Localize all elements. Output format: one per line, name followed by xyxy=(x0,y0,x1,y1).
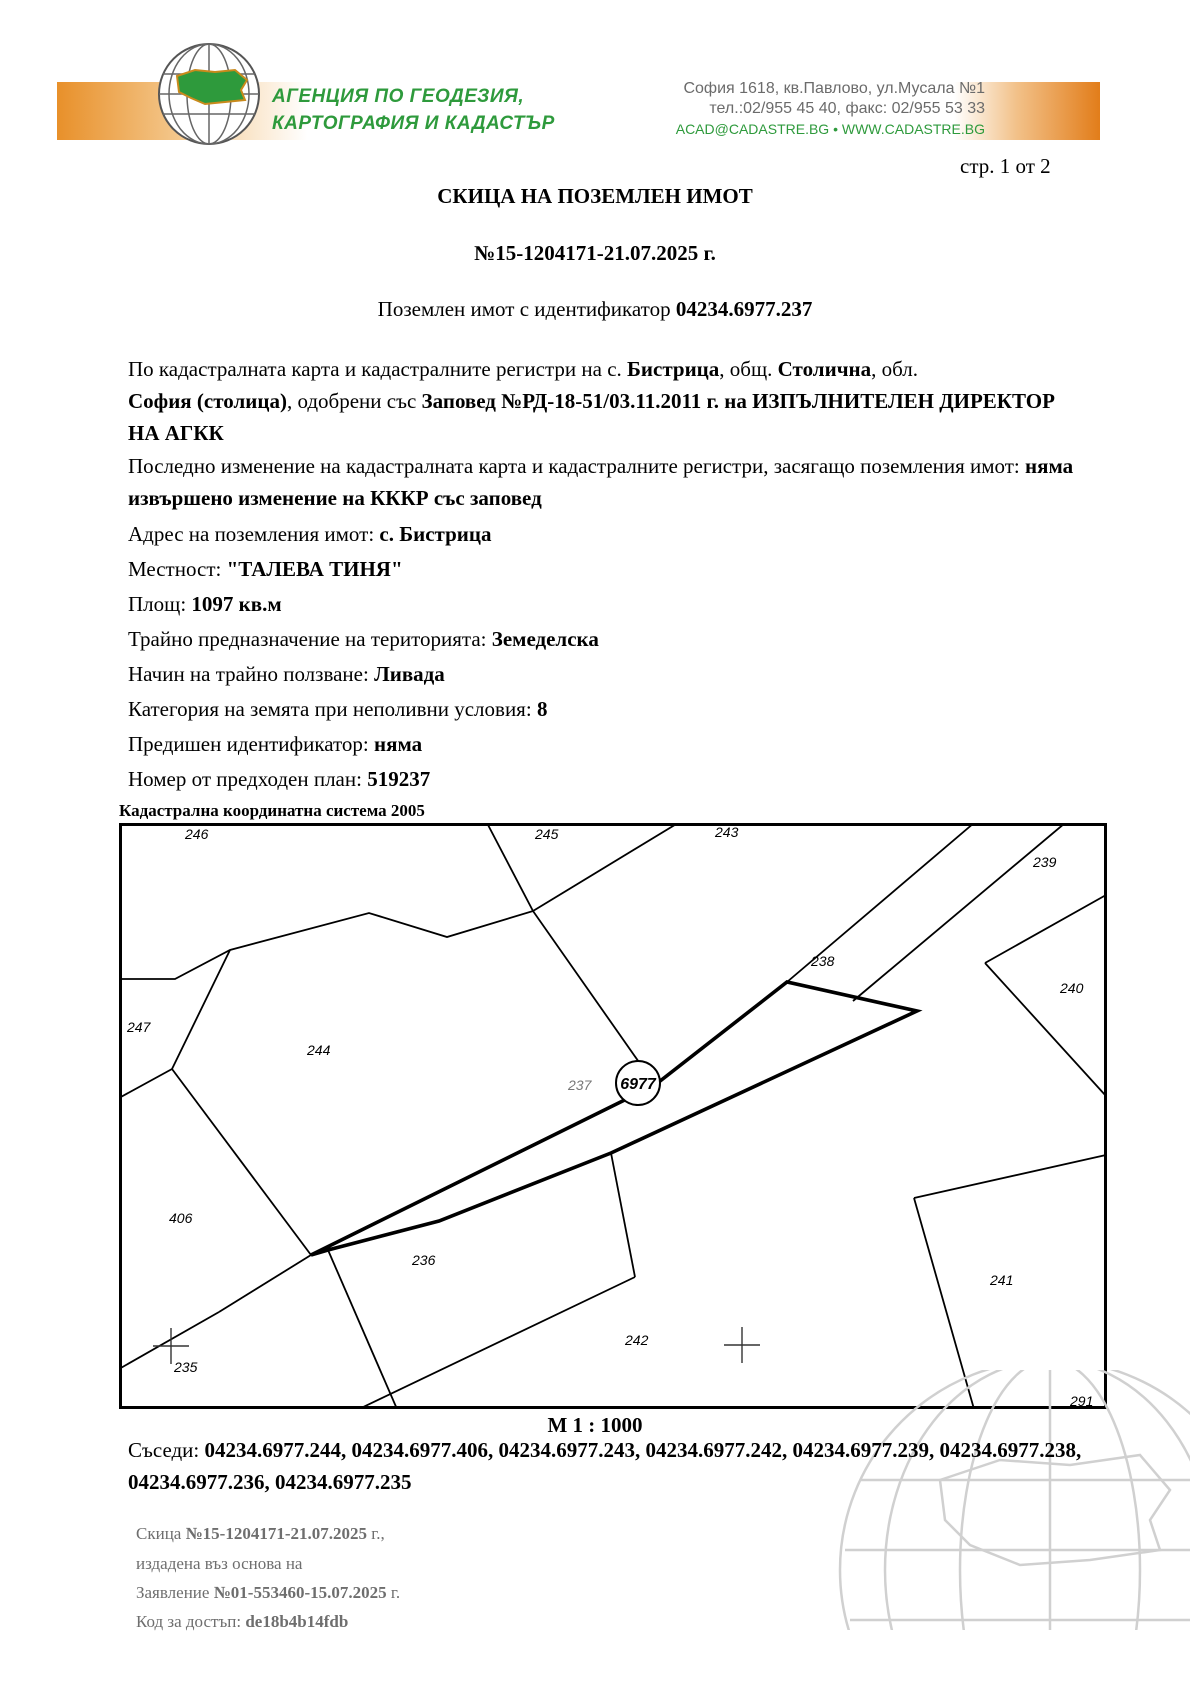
field-label: Адрес на поземления имот: xyxy=(128,522,380,546)
last-change-label: Последно изменение на кадастралната карта и кадастралните регистри, засягащо поземления имот: xyxy=(128,454,1025,478)
footer-sketch-number xyxy=(136,1524,385,1544)
parcel-label-246: 246 xyxy=(185,826,209,842)
footer-text: г., xyxy=(367,1524,385,1543)
field-purpose xyxy=(128,622,1088,657)
intro-text: , обл. xyxy=(871,357,919,381)
document-title: СКИЦА НА ПОЗЕМЛЕН ИМОТ xyxy=(437,184,753,208)
agency-address: София 1618, кв.Павлово, ул.Мусала №1 xyxy=(683,80,985,97)
field-previous-id xyxy=(128,727,1088,762)
intro-paragraph xyxy=(128,353,1088,449)
neighbors-list: 04234.6977.244, 04234.6977.406, 04234.6977.243, 04234.6977.242, 04234.6977.239, 04234.6977.238, 04234.6977.236, 04234.6977.235 xyxy=(128,1438,1082,1494)
neighbors-label: Съседи: xyxy=(128,1438,205,1462)
parcel-label-239: 239 xyxy=(1033,854,1057,870)
page-number: стр. 1 от 2 xyxy=(960,154,1051,178)
parcel-label-243: 243 xyxy=(715,824,739,840)
map-coordinate-system: Кадастрална координатна система 2005 xyxy=(119,801,425,820)
agency-name-line2: КАРТОГРАФИЯ И КАДАСТЪР xyxy=(272,113,555,134)
field-label: Площ: xyxy=(128,592,192,616)
neighbors-paragraph xyxy=(128,1434,1088,1498)
intro-text: По кадастралната карта и кадастралните регистри на с. xyxy=(128,357,628,381)
footer-value: №01-553460-15.07.2025 xyxy=(213,1583,387,1602)
field-value: "ТАЛЕВА ТИНЯ" xyxy=(226,557,403,581)
footer-text: Код за достъп: xyxy=(136,1612,246,1631)
parcel-label-236: 236 xyxy=(412,1252,436,1268)
field-label: Местност: xyxy=(128,557,227,581)
footer-text: Скица xyxy=(136,1524,186,1543)
parcel-label-245: 245 xyxy=(535,826,559,842)
parcel-label-235: 235 xyxy=(174,1359,198,1375)
field-label: Номер от предходен план: xyxy=(128,767,368,791)
block-number: 6977 xyxy=(620,1076,656,1093)
field-category xyxy=(128,692,1088,727)
village-name: Бистрица xyxy=(627,357,720,381)
field-label: Трайно предназначение на територията: xyxy=(128,627,492,651)
field-label: Предишен идентификатор: xyxy=(128,732,375,756)
map-scale: М 1 : 1000 xyxy=(547,1413,643,1437)
footer-text: г. xyxy=(386,1583,401,1602)
parcel-label-238: 238 xyxy=(811,953,835,969)
parcel-label-240: 240 xyxy=(1060,980,1084,996)
parcel-label-247: 247 xyxy=(127,1019,151,1035)
field-usage xyxy=(128,657,1088,692)
field-address xyxy=(128,517,1088,552)
field-area xyxy=(128,587,1088,622)
identifier-line xyxy=(0,297,1190,322)
field-locality xyxy=(128,552,1088,587)
agency-web: ACAD@CADASTRE.BG • WWW.CADASTRE.BG xyxy=(675,121,985,137)
identifier-value: 04234.6977.237 xyxy=(675,297,813,321)
field-value: с. Бистрица xyxy=(379,522,492,546)
footer-value: de18b4b14fdb xyxy=(245,1612,349,1631)
region-name: София (столица) xyxy=(128,389,287,413)
parcel-label-406: 406 xyxy=(169,1210,193,1226)
field-previous-plan xyxy=(128,762,1088,797)
field-value: 8 xyxy=(536,697,548,721)
field-label: Начин на трайно ползване: xyxy=(128,662,375,686)
cadastral-map xyxy=(119,823,1107,1409)
municipality-name: Столична xyxy=(777,357,872,381)
agency-logo-globe xyxy=(155,40,263,148)
parcel-label-241: 241 xyxy=(990,1272,1014,1288)
property-fields xyxy=(128,517,1088,797)
footer-text: Заявление xyxy=(136,1583,214,1602)
last-change-value: няма извършено изменение на КККР със заповед xyxy=(128,454,1074,510)
footer-application xyxy=(136,1583,400,1603)
footer-issued-based-on: издадена въз основа на xyxy=(136,1554,303,1573)
field-value: Ливада xyxy=(374,662,445,686)
agency-phone: тел.:02/955 45 40, факс: 02/955 53 33 xyxy=(709,100,985,117)
globe-watermark-icon xyxy=(820,1370,1190,1630)
parcel-label-244: 244 xyxy=(307,1042,331,1058)
identifier-label: Поземлен имот с идентификатор xyxy=(377,297,676,321)
parcel-label-242: 242 xyxy=(625,1332,649,1348)
parcel-label-237: 237 xyxy=(568,1077,592,1093)
footer-access-code xyxy=(136,1612,348,1632)
document-number: №15-1204171-21.07.2025 г. xyxy=(474,241,716,265)
field-value: няма xyxy=(374,732,423,756)
parcel-label-291: 291 xyxy=(1070,1393,1094,1409)
intro-text: , общ. xyxy=(719,357,778,381)
field-label: Категория на земята при неполивни условия: xyxy=(128,697,537,721)
field-value: Земеделска xyxy=(491,627,599,651)
approval-order: Заповед №РД-18-51/03.11.2011 г. на ИЗПЪЛНИТЕЛЕН ДИРЕКТОР НА АГКК xyxy=(128,389,1055,445)
last-change-paragraph xyxy=(128,450,1088,514)
agency-name-line1: АГЕНЦИЯ ПО ГЕОДЕЗИЯ, xyxy=(272,86,525,107)
footer-value: №15-1204171-21.07.2025 xyxy=(185,1524,367,1543)
field-value: 519237 xyxy=(367,767,431,791)
field-value: 1097 кв.м xyxy=(191,592,282,616)
intro-text: , одобрени със xyxy=(286,389,422,413)
